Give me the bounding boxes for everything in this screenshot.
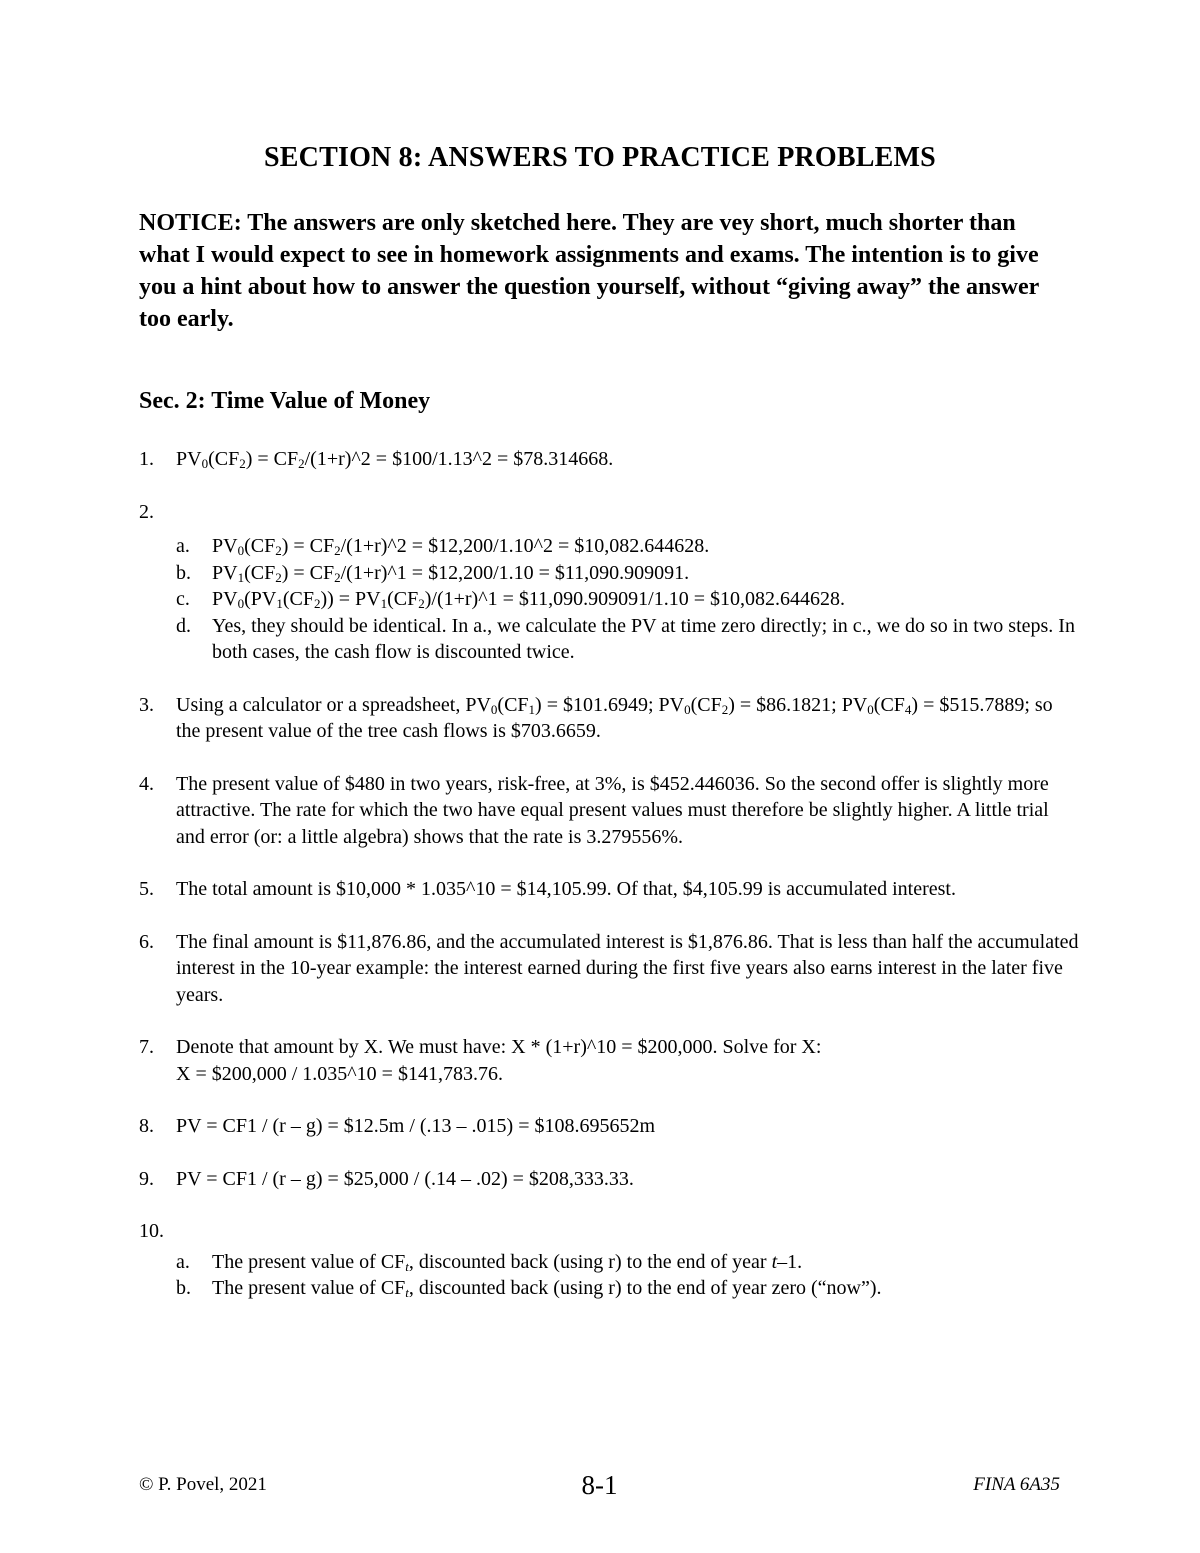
answer-text: $PV_0(CF_2)$ = $CF_2/(1+r)\^{}2$ = $100/1.13^2 = $78.314668. <box>176 448 614 471</box>
sub-answer-c <box>176 586 1079 613</box>
answer-number: 4. <box>139 772 154 795</box>
answer-1 <box>139 446 1079 473</box>
answer-text: The present value of $480 in two years, risk-free, at 3%, is $452.446036. So the second offer is slightly more attractive. The rate for which the two have equal present values must therefore be slightly higher. A little trial and error (or: a little algebra) shows that the rate is 3.279556%. <box>176 772 1049 848</box>
section-heading: Sec. 2: Time Value of Money <box>139 388 431 414</box>
sub-answer-b <box>176 1275 1079 1302</box>
answer-text: The final amount is $11,876.86, and the accumulated interest is $1,876.86. That is less than half the accumulated interest in the 10-year example: the interest earned during the first five years also earns interest in the later five years. <box>176 930 1079 1006</box>
sub-letter: a. <box>176 535 190 557</box>
sub-letter: c. <box>176 588 190 610</box>
sub-answer-a <box>176 1249 1079 1276</box>
answer-text-line-1: Denote that amount by X. We must have: X * (1+r)^10 = $200,000. Solve for X: <box>176 1036 822 1058</box>
answer-2 <box>139 499 1079 666</box>
answer-text: Using a calculator or a spreadsheet, $PV_0(CF_1)$ = $101.6949; $PV_0(CF_2)$ = $86.1821; $PV_0(CF_4)$ = $515.7889; so the present value of the tree cash flows is $703.6659. <box>176 693 1053 742</box>
answer-number: 8. <box>139 1115 154 1137</box>
answer-number: 2. <box>139 500 154 523</box>
sub-letter: b. <box>176 1277 191 1299</box>
sub-answer-text: $PV_0(CF_2)$ = $CF_2/(1+r)\^{}2$ = $12,200/1.10^2 = $10,082.644628. <box>212 535 710 558</box>
answer-number: 6. <box>139 930 154 953</box>
answer-number: 5. <box>139 878 154 900</box>
course-code: FINA 6A35 <box>973 1474 1060 1495</box>
answer-number: 3. <box>139 693 154 716</box>
sub-answer-text: Yes, they should be identical. In a., we calculate the PV at time zero directly; in c., we do so in two steps. In both cases, the cash flow is discounted twice. <box>212 614 1075 663</box>
answer-7 <box>139 1034 1079 1087</box>
page-number: 8-1 <box>581 1470 618 1500</box>
answer-number: 7. <box>139 1036 154 1058</box>
answer-number: 9. <box>139 1167 154 1190</box>
answer-3 <box>139 692 1079 745</box>
sub-letter: b. <box>176 561 191 584</box>
answer-list <box>139 446 1079 1302</box>
answer-4 <box>139 771 1079 851</box>
sub-answer-text: $PV_0(PV_1(CF_2))$ = $PV_1(CF_2)/(1+r)\^{}1$ = $11,090.909091/1.10 = $10,082.644628. <box>212 588 845 611</box>
sub-answer-text: The present value of $CF_t$, discounted back (using r) to the end of year zero (“now”). <box>212 1277 882 1300</box>
answer-9 <box>139 1166 1079 1193</box>
answer-6 <box>139 929 1079 1009</box>
answer-text: PV = CF1 / (r – g) = $25,000 / (.14 – .02) = $208,333.33. <box>176 1167 634 1190</box>
page-title: SECTION 8: ANSWERS TO PRACTICE PROBLEMS <box>264 142 936 173</box>
answer-number: 10. <box>139 1220 164 1242</box>
sub-letter: d. <box>176 614 191 637</box>
answer-10 <box>139 1218 1079 1302</box>
answer-text: PV = CF1 / (r – g) = $12.5m / (.13 – .015) = $108.695652m <box>176 1115 656 1137</box>
answer-text-line-2: X = $200,000 / 1.035^10 = $141,783.76. <box>176 1062 503 1085</box>
answer-text: The total amount is $10,000 * 1.035^10 = $14,105.99. Of that, $4,105.99 is accumulated interest. <box>176 878 956 900</box>
sub-answer-b <box>176 560 1079 587</box>
notice-paragraph: NOTICE: The answers are only sketched here. They are vey short, much shorter than what I would expect to see in homework assignments and exams. The intention is to give you a hint about how to answer the question yourself, without “giving away” the answer too early. <box>139 210 1039 332</box>
sub-answer-text: The present value of $CF_t$, discounted back (using r) to the end of year t–1. <box>212 1250 803 1274</box>
answer-number: 1. <box>139 448 154 470</box>
answer-8 <box>139 1113 1079 1140</box>
footer-copyright: © P. Povel, 2021 <box>139 1474 267 1495</box>
sub-answer-text: $PV_1(CF_2)$ = $CF_2/(1+r)\^{}1$ = $12,200/1.10 = $11,090.909091. <box>212 561 690 585</box>
sub-answer-a <box>176 533 1079 560</box>
sub-answer-d <box>176 613 1079 666</box>
answer-5 <box>139 876 1079 903</box>
sub-letter: a. <box>176 1250 190 1273</box>
page-footer <box>139 1470 1060 1500</box>
